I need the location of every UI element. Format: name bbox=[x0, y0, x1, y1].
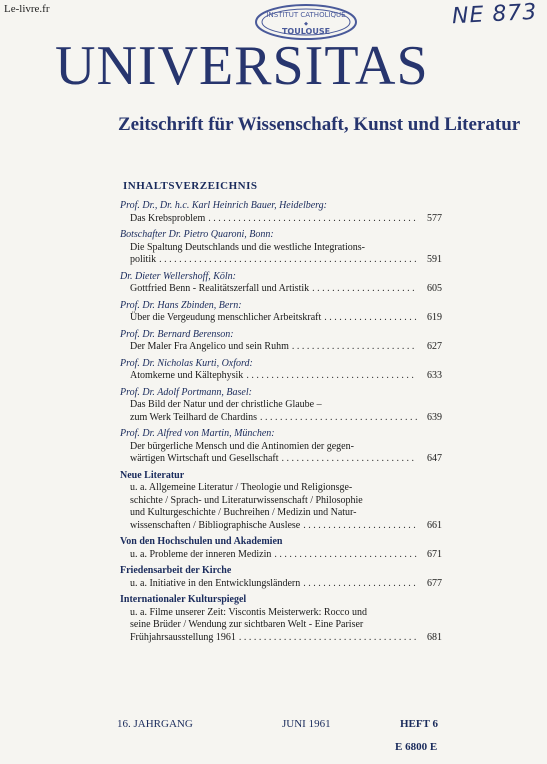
toc-line-text: zum Werk Teilhard de Chardins bbox=[130, 411, 257, 423]
toc-line bbox=[120, 632, 442, 645]
toc-entry bbox=[120, 271, 442, 296]
toc-line-text: schichte / Sprach- und Literaturwissenschaft / Philosophie bbox=[130, 494, 363, 506]
toc-line-text: Der bürgerliche Mensch und die Antinomien der gegen- bbox=[130, 440, 354, 452]
toc-entry bbox=[120, 229, 442, 267]
toc-line bbox=[120, 549, 442, 562]
toc-page-number: 671 bbox=[427, 548, 442, 560]
toc-entry bbox=[120, 200, 442, 225]
table-of-contents bbox=[120, 200, 442, 648]
toc-page-number: 681 bbox=[427, 631, 442, 643]
toc-line-text: Die Spaltung Deutschlands und die westliche Integrations- bbox=[130, 241, 365, 253]
toc-line-text: u. a. Allgemeine Literatur / Theologie und Religionsge- bbox=[130, 482, 353, 493]
toc-section-heading: Neue Literatur bbox=[120, 469, 185, 481]
toc-section-heading: Internationaler Kulturspiegel bbox=[120, 594, 247, 605]
toc-line-text: u. a. Probleme der inneren Medizin bbox=[130, 548, 272, 560]
toc-author: Prof. Dr. Bernard Berenson: bbox=[120, 328, 234, 340]
toc-section-heading: Friedensarbeit der Kirche bbox=[120, 565, 232, 576]
toc-leader-dots bbox=[303, 578, 417, 591]
issue-date: JUNI 1961 bbox=[282, 718, 331, 730]
toc-line bbox=[120, 254, 442, 267]
toc-author: Prof. Dr. Nicholas Kurti, Oxford: bbox=[120, 357, 253, 369]
catalog-code: E 6800 E bbox=[395, 741, 438, 753]
toc-page-number: 605 bbox=[427, 283, 442, 294]
toc-section bbox=[120, 565, 442, 590]
toc-page-number: 647 bbox=[427, 453, 442, 464]
toc-page-number: 661 bbox=[427, 519, 442, 531]
handwritten-shelf-mark: NE 873 bbox=[451, 0, 538, 30]
toc-line-text: wärtigen Wirtschaft und Gesellschaft bbox=[130, 453, 279, 464]
toc-leader-dots bbox=[208, 213, 417, 226]
toc-leader-dots bbox=[324, 312, 417, 325]
toc-line bbox=[120, 412, 442, 425]
toc-leader-dots bbox=[274, 549, 417, 562]
toc-entry bbox=[120, 387, 442, 425]
toc-entry bbox=[120, 428, 442, 466]
toc-line-text: und Kulturgeschichte / Buchreihen / Medizin und Natur- bbox=[130, 507, 357, 518]
toc-section bbox=[120, 536, 442, 561]
toc-entry bbox=[120, 329, 442, 354]
toc-leader-dots bbox=[159, 254, 417, 267]
toc-line-text: Frühjahrsausstellung 1961 bbox=[130, 631, 236, 643]
toc-author: Prof. Dr. Hans Zbinden, Bern: bbox=[120, 299, 242, 311]
toc-line bbox=[120, 341, 442, 354]
toc-author: Prof. Dr. Adolf Portmann, Basel: bbox=[120, 386, 252, 398]
toc-line-text: Das Bild der Natur und der christliche Glaube – bbox=[130, 399, 322, 410]
toc-line bbox=[120, 213, 442, 226]
toc-section-heading: Von den Hochschulen und Akademien bbox=[120, 536, 283, 547]
toc-section bbox=[120, 594, 442, 644]
toc-line-text: Über die Vergeudung menschlicher Arbeitskraft bbox=[130, 312, 322, 323]
svg-text:TOULOUSE: TOULOUSE bbox=[281, 27, 331, 36]
corner-watermark: Le-livre.fr bbox=[4, 3, 50, 15]
toc-leader-dots bbox=[246, 370, 417, 383]
toc-section bbox=[120, 470, 442, 533]
toc-leader-dots bbox=[260, 412, 417, 425]
volume-label: 16. JAHRGANG bbox=[117, 718, 193, 730]
toc-line-text: Atomkerne und Kältephysik bbox=[130, 370, 244, 381]
toc-entry bbox=[120, 300, 442, 325]
toc-page-number: 639 bbox=[427, 411, 442, 423]
toc-line bbox=[120, 370, 442, 383]
magazine-subtitle: Zeitschrift für Wissenschaft, Kunst und Literatur bbox=[118, 114, 521, 135]
toc-author: Botschafter Dr. Pietro Quaroni, Bonn: bbox=[120, 229, 274, 240]
magazine-title: UNIVERSITAS bbox=[55, 35, 429, 97]
toc-page-number: 591 bbox=[427, 254, 442, 265]
toc-line bbox=[120, 283, 442, 296]
toc-line-text: u. a. Initiative in den Entwicklungsländern bbox=[130, 577, 301, 589]
toc-line-text: seine Brüder / Wendung zur sichtbaren Welt - Eine Pariser bbox=[130, 619, 364, 630]
toc-line bbox=[120, 520, 442, 533]
toc-entry bbox=[120, 358, 442, 383]
issue-number: HEFT 6 bbox=[400, 718, 439, 730]
toc-leader-dots bbox=[303, 520, 417, 533]
toc-line-text: u. a. Filme unserer Zeit: Viscontis Meisterwerk: Rocco und bbox=[130, 606, 367, 618]
toc-leader-dots bbox=[282, 453, 417, 466]
svg-text:INSTITUT CATHOLIQUE: INSTITUT CATHOLIQUE bbox=[266, 11, 346, 19]
toc-page-number: 677 bbox=[427, 577, 442, 589]
toc-author: Prof. Dr. Alfred von Martin, München: bbox=[120, 428, 275, 439]
toc-line bbox=[120, 578, 442, 591]
toc-author: Prof. Dr., Dr. h.c. Karl Heinrich Bauer, Heidelberg: bbox=[120, 200, 328, 211]
toc-leader-dots bbox=[312, 283, 417, 296]
toc-leader-dots bbox=[292, 341, 417, 354]
toc-page-number: 633 bbox=[427, 370, 442, 381]
toc-page-number: 619 bbox=[427, 312, 442, 323]
toc-page-number: 627 bbox=[427, 341, 442, 352]
toc-line-text: Das Krebsproblem bbox=[130, 212, 206, 224]
toc-line-text: wissenschaften / Bibliographische Auslese bbox=[130, 519, 301, 531]
toc-line bbox=[120, 312, 442, 325]
toc-line-text: politik bbox=[130, 254, 157, 265]
toc-author: Dr. Dieter Wellershoff, Köln: bbox=[120, 270, 237, 282]
toc-line-text: Gottfried Benn - Realitätszerfall und Artistik bbox=[130, 283, 310, 294]
svg-text:◆: ◆ bbox=[304, 21, 308, 27]
toc-line bbox=[120, 453, 442, 466]
toc-heading: INHALTSVERZEICHNIS bbox=[123, 180, 258, 192]
toc-page-number: 577 bbox=[427, 212, 442, 224]
toc-leader-dots bbox=[239, 632, 417, 645]
toc-line-text: Der Maler Fra Angelico und sein Ruhm bbox=[130, 341, 289, 352]
